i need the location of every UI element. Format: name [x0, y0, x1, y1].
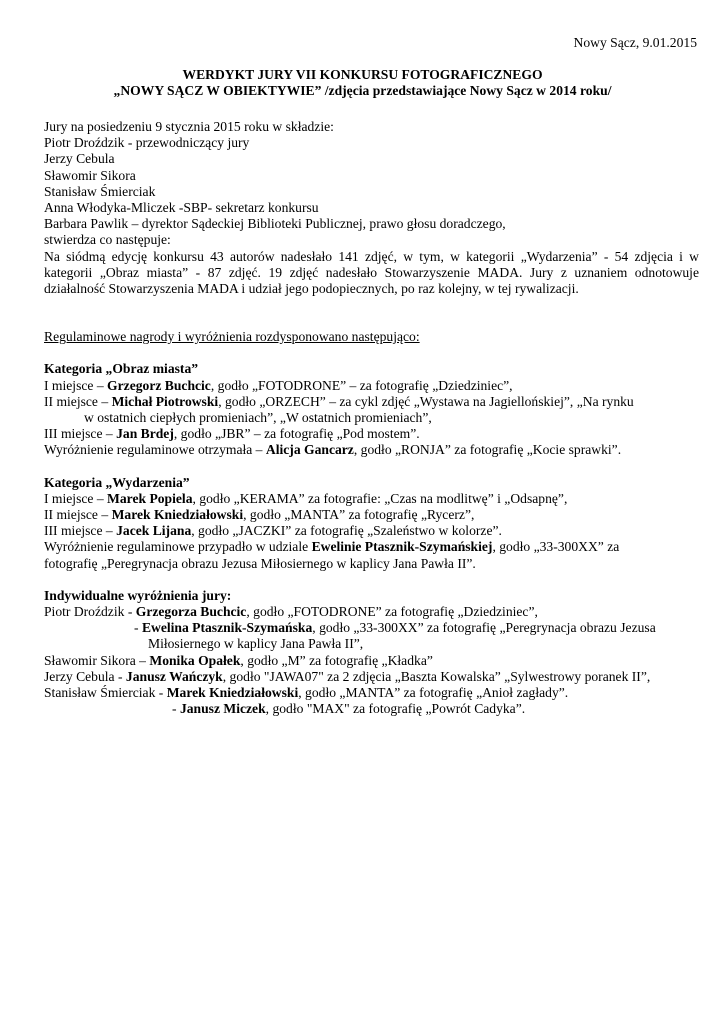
winner-name: Grzegorz Buchcic	[107, 377, 211, 393]
award-line: I miejsce – Marek Popiela, godło „KERAMA” za fotografie: „Czas na modlitwę” i „Odsapnę”,	[44, 490, 568, 506]
award-line: I miejsce – Grzegorz Buchcic, godło „FOTODRONE” – za fotografię „Dziedziniec”,	[44, 377, 513, 393]
winner-name: Jan Brdej	[116, 426, 174, 442]
winner-name: Ewelina Ptasznik-Szymańska	[141, 620, 313, 636]
winner-name: Jacek Lijana	[116, 523, 192, 539]
winner-name: Marek Kniedziałowski	[166, 685, 299, 701]
individual-line: Stanisław Śmierciak - Marek Kniedziałowski, godło „MANTA” za fotografię „Anioł zagłady”.	[44, 685, 569, 701]
jury-member: Stanisław Śmierciak	[44, 183, 156, 199]
individual-line: Jerzy Cebula - Janusz Wańczyk, godło "JAWA07" za 2 zdjęcia „Baszta Kowalska” „Sylwestrowy poranek II”,	[44, 668, 651, 684]
jury-member: Piotr Droździk - przewodniczący jury	[44, 135, 250, 151]
document-title	[0, 67, 725, 99]
jury-summary: Na siódmą edycję konkursu 43 autorów nadesłało 141 zdjęć, w tym, w kategorii „Wydarzenia” - 54 zdjęcia i w kategorii „Obraz miasta” - 87 zdjęć. 19 zdjęć nadesłało Stowarzyszenie MADA. Jury z uznaniem odnotowuje działalność Stowarzyszenia MADA i udział jego podopiecznych, po raz kolejny, w tej rywalizacji.	[44, 248, 699, 297]
title-line-1: WERDYKT JURY VII KONKURSU FOTOGRAFICZNEGO	[182, 67, 543, 82]
title-line-2: „NOWY SĄCZ W OBIEKTYWIE” /zdjęcia przedstawiające Nowy Sącz w 2014 roku/	[113, 83, 612, 99]
distinction-line: Wyróżnienie regulaminowe przypadło w udziale Ewelinie Ptasznik-Szymańskiej, godło „33-300XX” za	[44, 539, 620, 555]
award-line: III miejsce – Jacek Lijana, godło „JACZKI” za fotografię „Szaleństwo w kolorze”.	[44, 523, 502, 539]
winner-name: Michał Piotrowski	[111, 393, 219, 409]
document-body	[44, 119, 699, 718]
distinction-line: Wyróżnienie regulaminowe otrzymała – Alicja Gancarz, godło „RONJA” za fotografię „Kocie sprawki”.	[44, 442, 622, 458]
jury-member: Sławomir Sikora	[44, 167, 136, 183]
winner-name: Marek Kniedziałowski	[111, 507, 244, 523]
category-heading-city: Kategoria „Obraz miasta”	[44, 361, 199, 377]
individual-line: Sławomir Sikora – Monika Opałek, godło „M” za fotografię „Kładka”	[44, 652, 433, 668]
award-line-cont: w ostatnich ciepłych promieniach”, „W ostatnich promieniach”,	[84, 410, 432, 426]
awards-intro: Regulaminowe nagrody i wyróżnienia rozdysponowano następująco:	[44, 329, 420, 345]
document-date: Nowy Sącz, 9.01.2015	[573, 35, 697, 50]
individual-line: - Ewelina Ptasznik-Szymańska, godło „33-300XX” za fotografię „Peregrynacja obrazu Jezusa	[134, 620, 656, 636]
individual-line-cont: Miłosiernego w kaplicy Jana Pawła II”,	[148, 636, 364, 652]
jury-member: Jerzy Cebula	[44, 151, 115, 167]
winner-name: Marek Popiela	[107, 490, 193, 506]
winner-name: Alicja Gancarz	[265, 442, 354, 458]
winner-name: Monika Opałek	[149, 652, 241, 668]
winner-name: Janusz Miczek	[179, 701, 266, 717]
individual-line: Piotr Droździk - Grzegorza Buchcic, godło „FOTODRONE” za fotografię „Dziedziniec”,	[44, 604, 538, 620]
award-line: II miejsce – Michał Piotrowski, godło „ORZECH” – za cykl zdjęć „Wystawa na Jagiellońskiej”, „Na rynku	[44, 393, 634, 409]
award-line: II miejsce – Marek Kniedziałowski, godło „MANTA” za fotografię „Rycerz”,	[44, 507, 475, 523]
category-heading-events: Kategoria „Wydarzenia”	[44, 474, 190, 490]
individual-heading: Indywidualne wyróżnienia jury:	[44, 587, 232, 603]
jury-intro: Jury na posiedzeniu 9 stycznia 2015 roku w składzie:	[44, 119, 334, 134]
distinction-line-cont: fotografię „Peregrynacja obrazu Jezusa Miłosiernego w kaplicy Jana Pawła II”.	[44, 555, 476, 571]
winner-name: Grzegorza Buchcic	[135, 604, 247, 620]
winner-name: Ewelinie Ptasznik-Szymańskiej	[311, 539, 493, 555]
jury-states: stwierdza co następuje:	[44, 232, 171, 248]
winner-name: Janusz Wańczyk	[125, 668, 223, 684]
individual-line: - Janusz Miczek, godło "MAX" za fotografię „Powrót Cadyka”.	[172, 701, 526, 717]
jury-member: Anna Włodyka-Mliczek -SBP- sekretarz konkursu	[44, 200, 319, 216]
jury-member: Barbara Pawlik – dyrektor Sądeckiej Biblioteki Publicznej, prawo głosu doradczego,	[44, 216, 506, 232]
award-line: III miejsce – Jan Brdej, godło „JBR” – za fotografię „Pod mostem”.	[44, 426, 420, 442]
